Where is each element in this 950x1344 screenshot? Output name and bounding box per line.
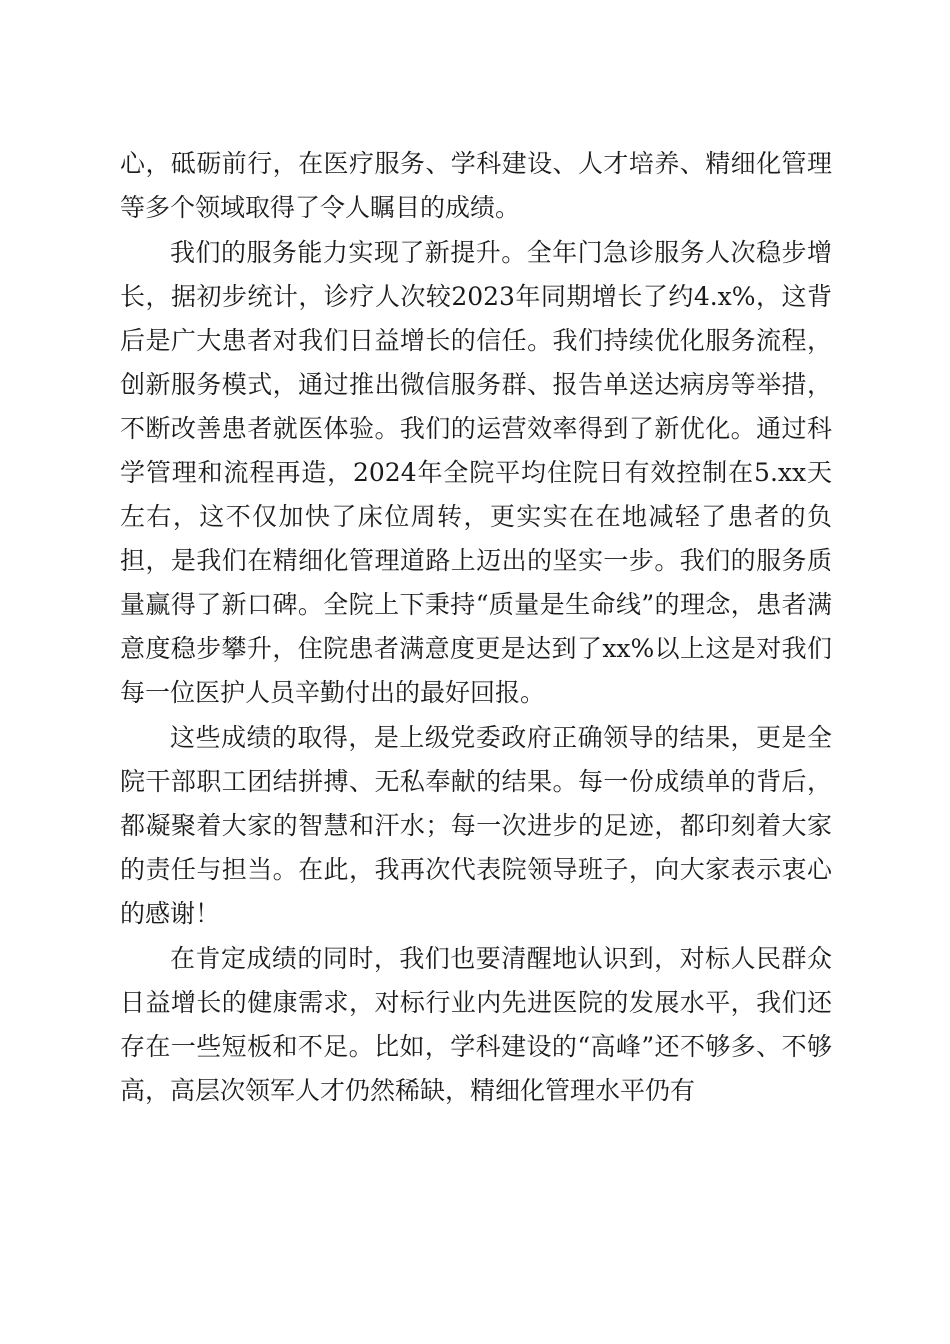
document-body [120,142,832,1113]
paragraph-service-capacity: 我们的服务能力实现了新提升。全年门急诊服务人次稳步增长，据初步统计，诊疗人次较2023年同期增长了约4.x%，这背后是广大患者对我们日益增长的信任。我们持续优化服务流程，创新服务模式，通过推出微信服务群、报告单送达病房等举措，不断改善患者就医体验。我们的运营效率得到了新优化。通过科学管理和流程再造，2024年全院平均住院日有效控制在5.xx天左右，这不仅加快了床位周转，更实实在在地减轻了患者的负担，是我们在精细化管理道路上迈出的坚实一步。我们的服务质量赢得了新口碑。全院上下秉持“质量是生命线”的理念，患者满意度稳步攀升，住院患者满意度更是达到了xx%以上这是对我们每一位医护人员辛勤付出的最好回报。 [120,238,832,707]
paragraph-continuation: 心，砥砺前行，在医疗服务、学科建设、人才培养、精细化管理等多个领域取得了令人瞩目的成绩。 [120,149,832,222]
paragraph-shortcomings: 在肯定成绩的同时，我们也要清醒地认识到，对标人民群众日益增长的健康需求，对标行业内先进医院的发展水平，我们还存在一些短板和不足。比如，学科建设的“高峰”还不够多、不够高，高层次领军人才仍然稀缺，精细化管理水平仍有 [120,944,832,1105]
paragraph-achievements-thanks: 这些成绩的取得，是上级党委政府正确领导的结果，更是全院干部职工团结拼搏、无私奉献的结果。每一份成绩单的背后，都凝聚着大家的智慧和汗水；每一次进步的足迹，都印刻着大家的责任与担当。在此，我再次代表院领导班子，向大家表示衷心的感谢！ [120,723,832,928]
